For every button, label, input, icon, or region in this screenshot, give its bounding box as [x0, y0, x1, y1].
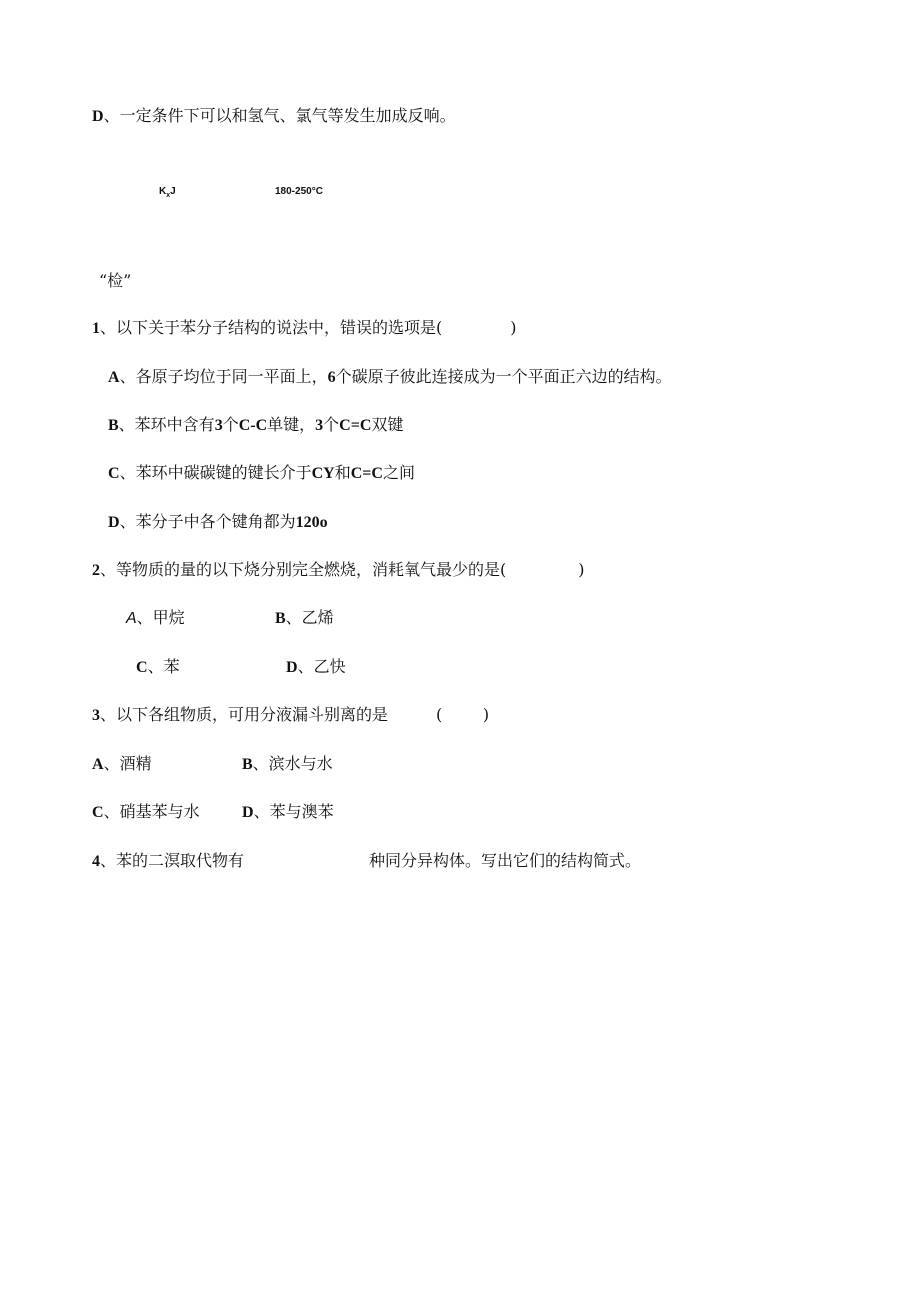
option-text: 双键	[371, 415, 404, 434]
option-letter: D	[108, 514, 120, 531]
q1-stem-text: 、以下关于苯分子结构的说法中，错误的选项是(	[100, 318, 443, 337]
option-letter: B	[275, 610, 286, 627]
q2-option-b	[275, 608, 334, 629]
option-letter: B	[108, 417, 119, 434]
option-value: 120o	[295, 514, 328, 531]
q4-stem-text: 、苯的二溟取代物有	[100, 851, 245, 870]
option-text: 、苯环中碳碳键的键长介于	[119, 463, 312, 482]
option-text: 个	[222, 415, 239, 434]
bond-formula: C-C	[238, 417, 268, 434]
option-text: 、酒精	[103, 754, 152, 773]
q2-paren-close: )	[578, 560, 585, 579]
q1-number: 1	[92, 320, 100, 337]
q2-option-d	[286, 657, 346, 678]
option-text: 、苯与澳苯	[253, 802, 334, 821]
option-text: 、硝基苯与水	[103, 802, 200, 821]
q1-paren-close: )	[510, 318, 517, 337]
reaction-catalyst	[159, 182, 176, 203]
q1-option-d	[108, 512, 328, 533]
section-title: “检”	[99, 271, 132, 290]
option-letter: D	[286, 659, 298, 676]
q3-number: 3	[92, 707, 100, 724]
q2-option-a	[126, 608, 185, 629]
option-text: 、滨水与水	[252, 754, 333, 773]
option-text: 单键，	[267, 415, 316, 434]
q1-option-a	[108, 367, 672, 388]
option-letter: A	[92, 756, 104, 773]
catalyst-j: J	[170, 186, 176, 197]
option-text: 、苯环中含有	[118, 415, 215, 434]
q3-stem-text: 、以下各组物质，可用分液漏斗别离的是	[100, 705, 389, 724]
option-letter: B	[242, 756, 253, 773]
option-letter: C	[92, 804, 104, 821]
option-text: 、苯分子中各个键角都为	[119, 512, 296, 531]
option-letter: A	[108, 369, 120, 386]
option-number: 3	[315, 417, 324, 434]
option-text: 、甲烷	[136, 608, 185, 627]
q3-stem	[92, 705, 388, 726]
q4-stem	[92, 851, 244, 872]
q3-option-b	[242, 754, 333, 775]
option-letter: D	[242, 804, 254, 821]
q3-answer-paren: ( )	[436, 705, 490, 724]
q4-stem-continuation: 种同分异构体。写出它们的结构简式。	[369, 851, 642, 870]
q4-number: 4	[92, 853, 100, 870]
option-text: 、乙烯	[285, 608, 334, 627]
option-text: 、一定条件下可以和氢气、氯气等发生加成反响。	[103, 106, 456, 125]
q1-stem	[92, 318, 517, 339]
q3-option-d	[242, 802, 334, 823]
q1-option-c	[108, 463, 415, 484]
intro-option-d	[92, 106, 456, 127]
option-number: 3	[214, 417, 223, 434]
option-text: 之间	[382, 463, 415, 482]
option-letter: C	[108, 465, 120, 482]
option-letter: D	[92, 108, 104, 125]
option-text: 个碳原子彼此连接成为一个平面正六边的结构。	[335, 367, 672, 386]
option-text: 、苯	[147, 657, 180, 676]
q2-number: 2	[92, 562, 100, 579]
catalyst-k: K	[159, 186, 167, 197]
bond-formula: CY	[311, 465, 335, 482]
q3-option-a	[92, 754, 152, 775]
q3-option-c	[92, 802, 200, 823]
option-letter: A	[126, 610, 137, 627]
bond-formula: C=C	[339, 417, 372, 434]
reaction-temperature: 180-250°C	[275, 186, 323, 197]
q1-option-b	[108, 415, 403, 436]
option-text: 、各原子均位于同一平面上，	[119, 367, 328, 386]
q2-option-c	[136, 657, 180, 678]
option-text: 、乙快	[297, 657, 346, 676]
option-text: 个	[323, 415, 340, 434]
q2-stem-text: 、等物质的量的以下烧分别完全燃烧，消耗氧气最少的是(	[100, 560, 507, 579]
q2-stem	[92, 560, 585, 581]
option-text: 和	[334, 463, 351, 482]
option-number: 6	[327, 369, 336, 386]
catalyst-subscript: x	[166, 192, 171, 199]
option-letter: C	[136, 659, 148, 676]
bond-formula: C=C	[350, 465, 383, 482]
